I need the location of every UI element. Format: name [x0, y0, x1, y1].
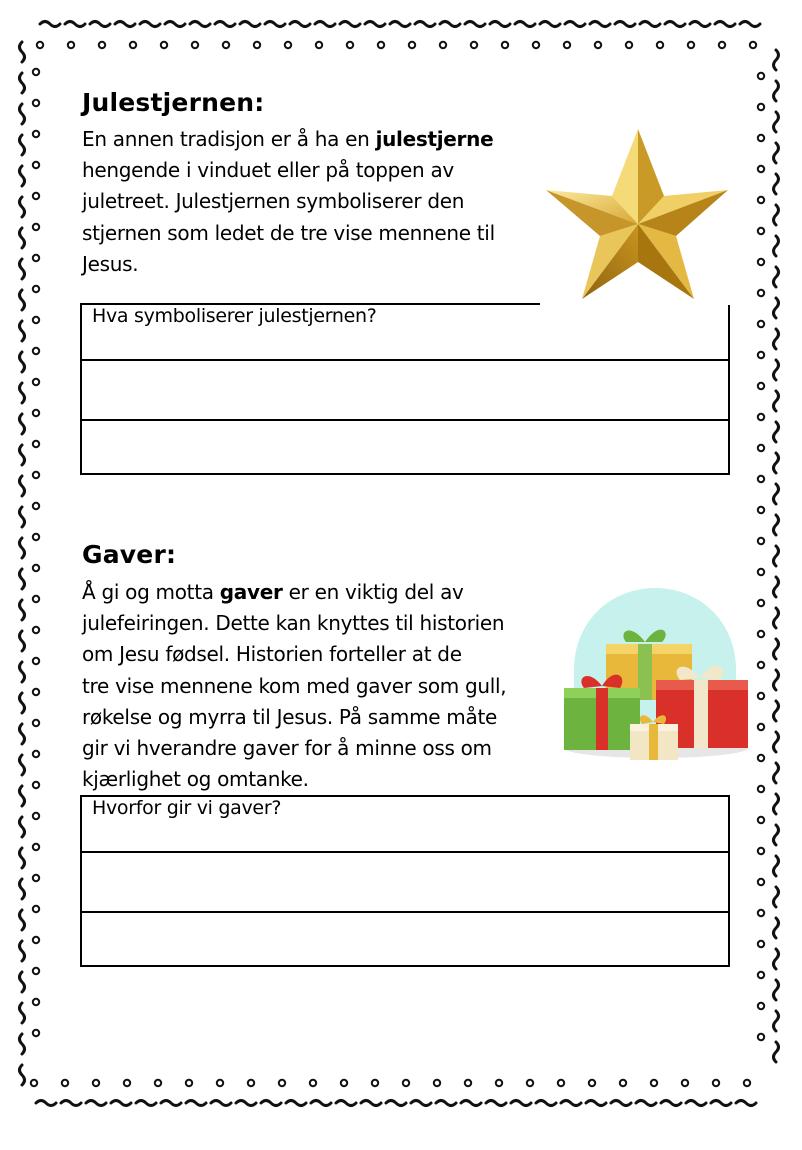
answer-line-1[interactable]	[81, 360, 729, 420]
text-line: Jesus.	[82, 251, 139, 276]
answer-table-gaver	[80, 795, 730, 967]
answer-table-julestjernen	[80, 303, 730, 475]
text-line: om Jesu fødsel. Historien forteller at de	[82, 642, 462, 667]
text-line: tre vise mennene kom med gaver som gull,	[82, 673, 507, 698]
text-line: juletreet. Julestjernen symboliserer den	[82, 189, 465, 214]
section-text-julestjernen	[82, 124, 495, 280]
text-line: En annen tradisjon er å ha en julestjerne	[82, 127, 494, 151]
text-line: gir vi hverandre gaver for å minne oss om	[82, 736, 492, 761]
text-line: Å gi og motta gaver er en viktig del av	[82, 580, 464, 604]
gift-boxes-icon	[560, 582, 750, 772]
text-line: røkelse og myrra til Jesus. På samme måte	[82, 704, 497, 729]
answer-line-2[interactable]	[81, 912, 729, 966]
text-line: julefeiringen. Dette kan knyttes til historien	[82, 611, 505, 636]
question-cell: Hva symboliserer julestjernen?	[81, 304, 729, 360]
gold-star-icon	[540, 124, 734, 304]
answer-line-2[interactable]	[81, 420, 729, 474]
text-line: hengende i vinduet eller på toppen av	[82, 158, 454, 183]
section-text-gaver	[82, 577, 506, 795]
text-line: stjernen som ledet de tre vise mennene til	[82, 220, 495, 245]
question-cell: Hvorfor gir vi gaver?	[81, 796, 729, 852]
answer-line-1[interactable]	[81, 852, 729, 912]
section-heading-gaver: Gaver:	[82, 540, 177, 569]
text-line: kjærlighet og omtanke.	[82, 767, 309, 792]
section-heading-julestjernen: Julestjernen:	[82, 88, 265, 117]
